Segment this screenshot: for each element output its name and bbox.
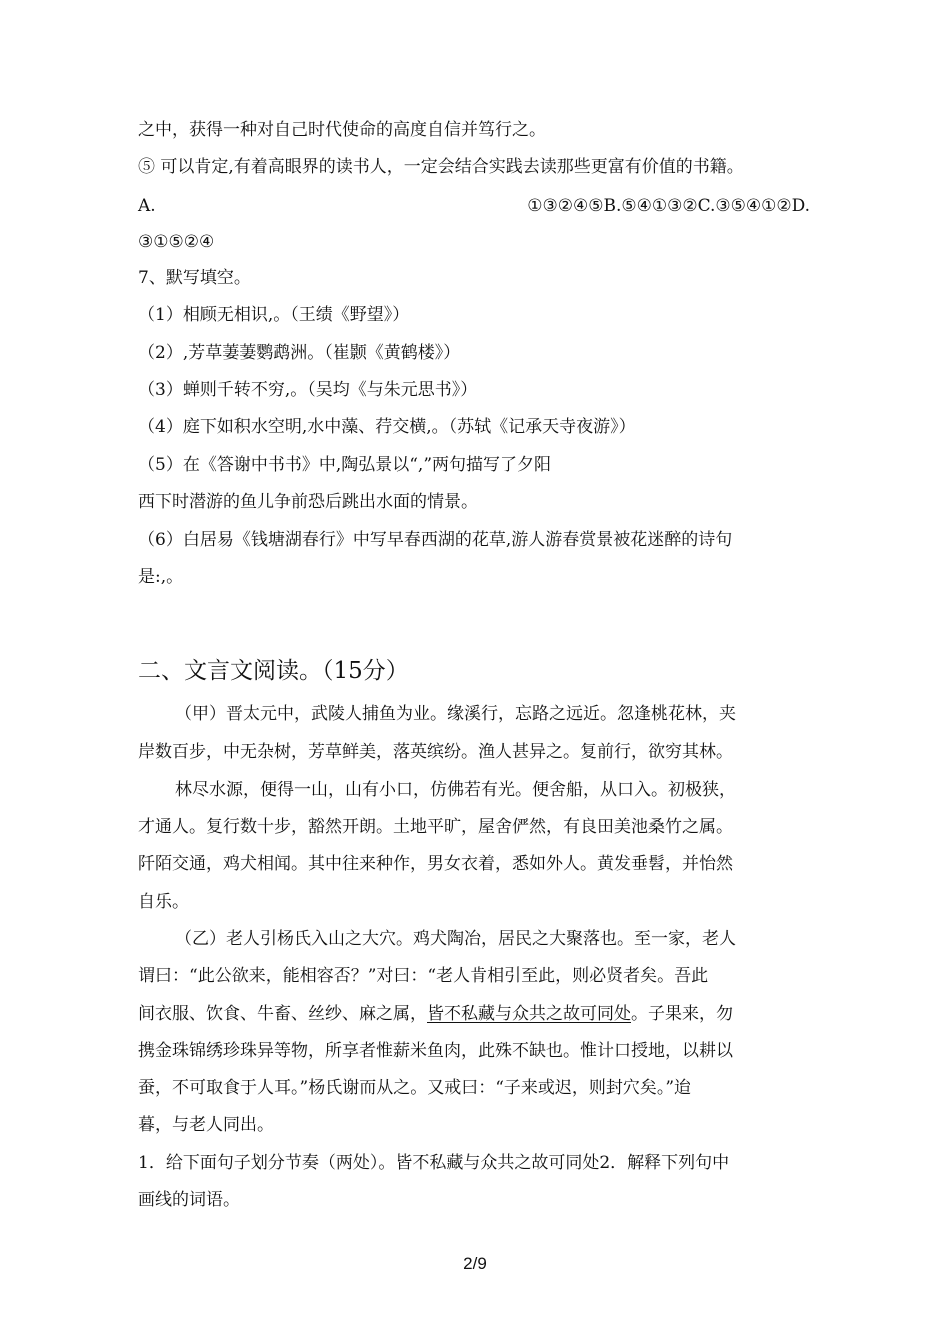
answer-option-a: A. — [138, 196, 156, 216]
passage-yi-line-3-start: 间衣服、饮食、牛畜、丝纱、麻之属， — [138, 1004, 427, 1024]
passage-yi-line-6: 暮，与老人同出。 — [138, 1115, 274, 1135]
passage-jia-line-4: 才通人。复行数十步，豁然开朗。土地平旷，屋舍俨然，有良田美池桑竹之属。 — [138, 817, 733, 837]
answer-options-rest: ①③②④⑤B.⑤④①③②C.③⑤④①②D. — [527, 196, 810, 216]
passage-yi-line-5: 蚕，不可取食于人耳。”杨氏谢而从之。又戒曰：“子来或迟，则封穴矣。”迨 — [138, 1078, 692, 1098]
section-2-heading: 二、文言文阅读。（15分） — [138, 658, 409, 684]
answer-options — [138, 194, 810, 218]
passage-jia-line-2: 岸数百步，中无杂树，芳草鲜美，落英缤纷。渔人甚异之。复前行，欲穷其林。 — [138, 742, 733, 762]
passage-jia-line-5: 阡陌交通，鸡犬相闻。其中往来种作，男女衣着，悉如外人。黄发垂髫，并怡然 — [138, 854, 733, 874]
question-1-line-2: 画线的词语。 — [138, 1190, 240, 1210]
question-1-line-1: 1．给下面句子划分节奏（两处）。皆不私藏与众共之故可同处2．解释下列句中 — [138, 1153, 730, 1173]
question-7-title: 7、默写填空。 — [138, 268, 251, 288]
option-line-5: ⑤ 可以肯定,有着高眼界的读书人，一定会结合实践去读那些更富有价值的书籍。 — [138, 157, 744, 177]
passage-yi-line-1: （乙）老人引杨氏入山之大穴。鸡犬陶冶，居民之大聚落也。至一家，老人 — [175, 929, 736, 949]
passage-jia-line-6: 自乐。 — [138, 892, 189, 912]
page-number: 2/9 — [463, 1254, 487, 1273]
passage-yi-line-3-end: 。子果来，勿 — [631, 1004, 733, 1024]
question-7-item-1: （1）相顾无相识,。（王绩《野望》） — [138, 305, 410, 325]
passage-jia-line-3: 林尽水源，便得一山，山有小口，仿佛若有光。便舍船，从口入。初极狭， — [175, 780, 736, 800]
question-7-item-5-line-2: 西下时潜游的鱼儿争前恐后跳出水面的情景。 — [138, 492, 478, 512]
question-7-item-6-line-1: （6）白居易《钱塘湖春行》中写早春西湖的花草,游人游春赏景被花迷醉的诗句 — [138, 530, 733, 550]
question-7-item-4: （4）庭下如积水空明,水中藻、荇交横,。（苏轼《记承天寺夜游》） — [138, 417, 636, 437]
question-7-item-6-line-2: 是:,。 — [138, 567, 184, 587]
passage-yi-line-3 — [138, 1002, 818, 1026]
passage-yi-line-4: 携金珠锦绣珍珠异等物，所享者惟薪米鱼肉，此殊不缺也。惟计口授地，以耕以 — [138, 1041, 733, 1061]
question-7-item-3: （3）蝉则千转不穷,。（吴均《与朱元思书》） — [138, 380, 478, 400]
question-7-item-2: （2）,芳草萋萋鹦鹉洲。（崔颢《黄鹤楼》） — [138, 343, 461, 363]
question-7-item-5-line-1: （5）在《答谢中书书》中,陶弘景以“,”两句描写了夕阳 — [138, 455, 552, 475]
answer-option-d: ③①⑤②④ — [138, 232, 215, 252]
passage-jia-line-1: （甲）晋太元中，武陵人捕鱼为业。缘溪行，忘路之远近。忽逢桃花林，夹 — [175, 704, 736, 724]
underlined-sentence: 皆不私藏与众共之故可同处 — [427, 1004, 631, 1024]
option-line-1: 之中，获得一种对自己时代使命的高度自信并笃行之。 — [138, 120, 546, 140]
passage-yi-line-2: 谓曰：“此公欲来，能相容否？”对曰：“老人肯相引至此，则必贤者矣。吾此 — [138, 966, 709, 986]
